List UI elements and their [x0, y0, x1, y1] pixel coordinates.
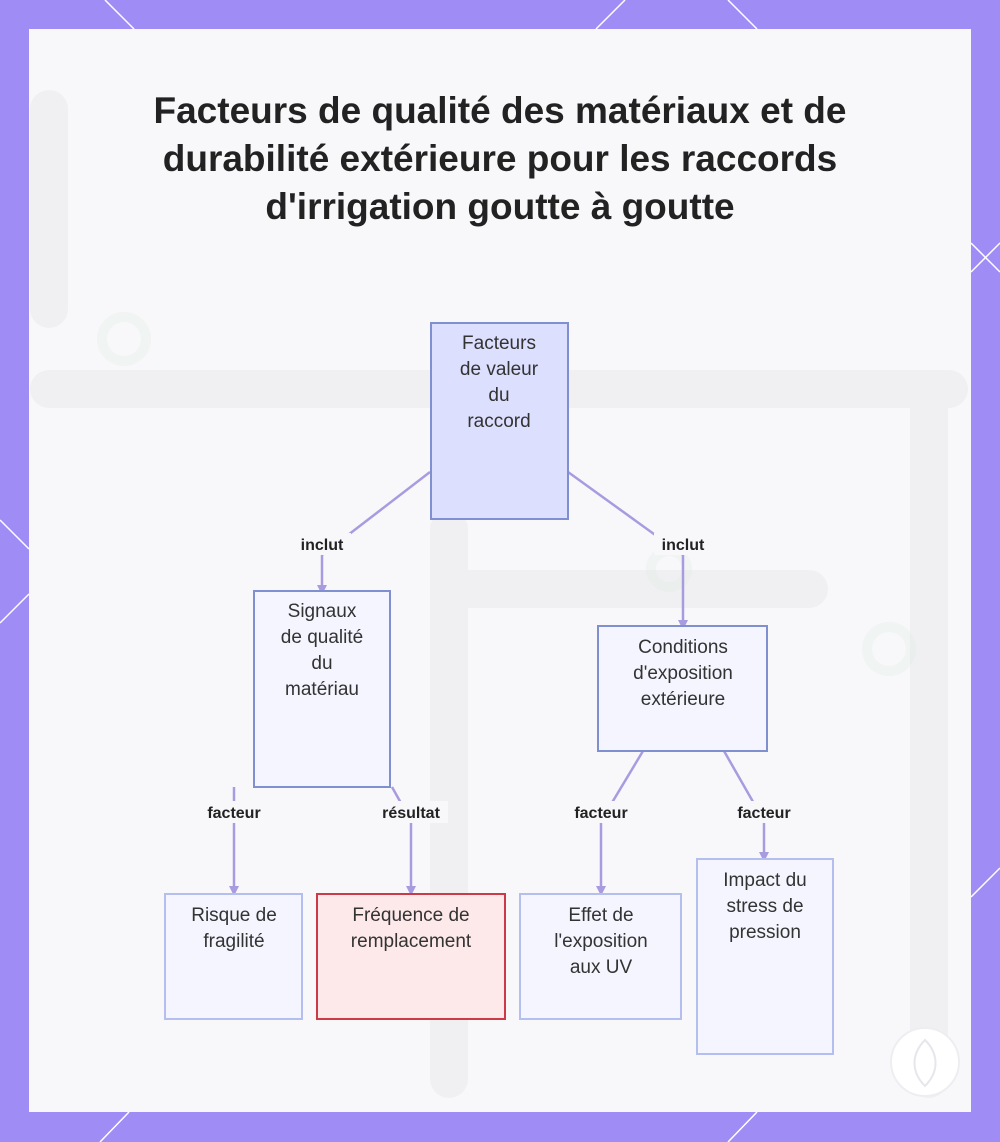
flowchart — [29, 29, 971, 1112]
node-replacement-line-1: Fréquence de — [352, 905, 470, 926]
edge-label-inclut-left: inclut — [300, 537, 344, 554]
edge-label-facteur-pressure: facteur — [737, 805, 791, 822]
node-signals-line-1: Signaux — [287, 601, 357, 622]
diagram-card — [29, 29, 971, 1112]
node-root-line-3: du — [488, 385, 510, 406]
node-signals-line-2: de qualité — [280, 627, 364, 648]
node-brittleness-line-1: Risque de — [191, 905, 277, 926]
edge-label-facteur-brittleness: facteur — [207, 805, 261, 822]
node-material-quality-signals[interactable] — [254, 591, 390, 787]
node-uv-line-1: Effet de — [568, 905, 634, 926]
node-pressure-line-2: stress de — [726, 896, 804, 917]
node-root-line-2: de valeur — [459, 359, 539, 380]
node-signals-line-4: matériau — [285, 679, 359, 700]
node-conditions-line-2: d'exposition — [633, 663, 733, 684]
node-root[interactable] — [431, 323, 568, 519]
node-conditions-line-3: extérieure — [640, 689, 726, 710]
node-replacement-line-2: remplacement — [350, 931, 472, 952]
node-uv-line-2: l'exposition — [554, 931, 648, 952]
watermark-logo — [885, 1022, 965, 1102]
node-root-line-4: raccord — [467, 411, 531, 432]
node-outdoor-exposure-conditions[interactable] — [598, 626, 767, 751]
node-root-line-1: Facteurs — [462, 333, 536, 354]
edge-label-facteur-uv: facteur — [574, 805, 628, 822]
diagram-title: Facteurs de qualité des matériaux et de durabilité extérieure pour les raccords d'irrigation goutte à goutte — [153, 90, 847, 227]
edge-label-resultat: résultat — [382, 805, 440, 822]
node-replacement-frequency[interactable] — [317, 894, 505, 1019]
node-conditions-line-1: Conditions — [638, 637, 728, 658]
node-brittleness-risk[interactable] — [165, 894, 302, 1019]
node-signals-line-3: du — [311, 653, 333, 674]
node-uv-line-3: aux UV — [569, 957, 633, 978]
node-pressure-line-3: pression — [729, 922, 801, 943]
edge-root-signals — [322, 472, 430, 591]
edge-label-inclut-right: inclut — [661, 537, 705, 554]
nodes — [165, 323, 833, 1054]
node-pressure-line-1: Impact du — [723, 870, 807, 891]
node-pressure-stress-impact[interactable] — [697, 859, 833, 1054]
node-uv-exposure-effect[interactable] — [520, 894, 681, 1019]
node-brittleness-line-2: fragilité — [203, 931, 265, 952]
